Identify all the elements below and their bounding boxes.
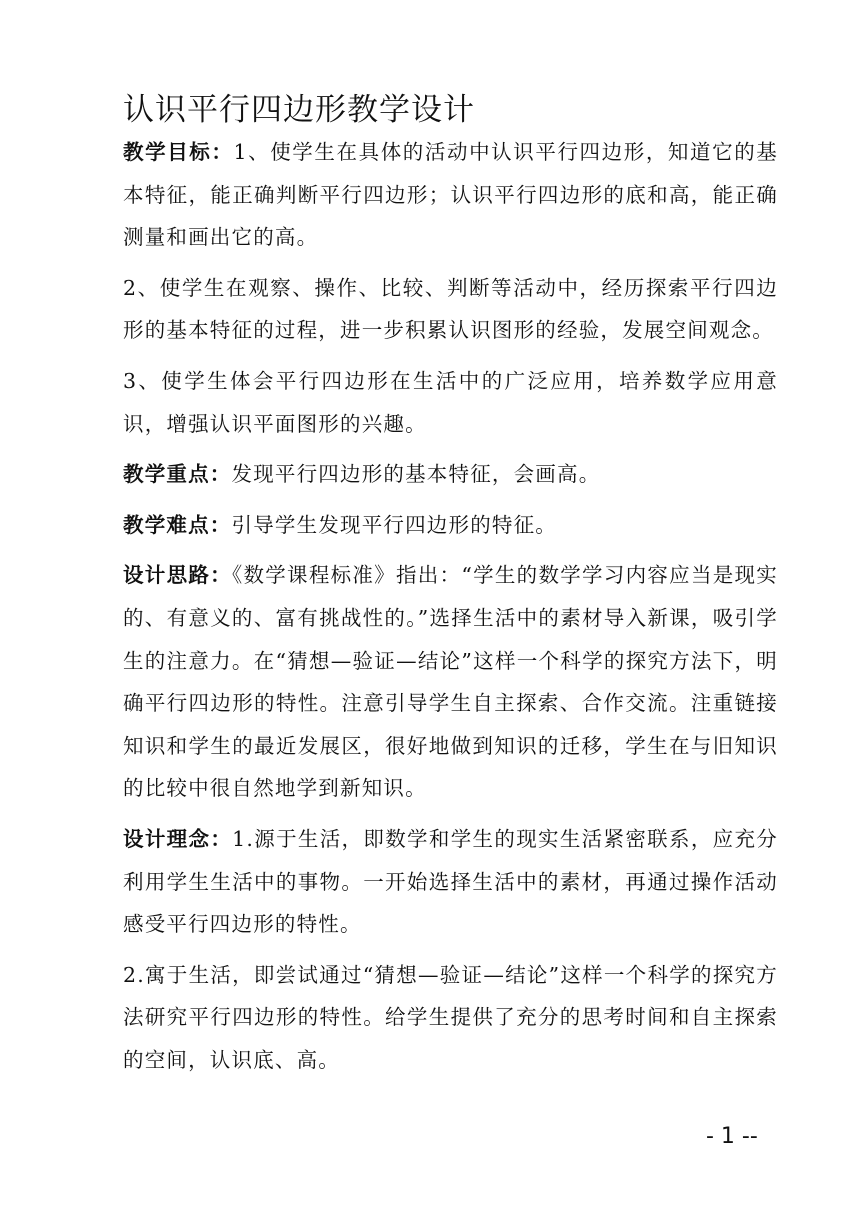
paragraph-label: 设计理念： bbox=[123, 826, 233, 851]
paragraph-label: 教学难点： bbox=[123, 512, 232, 537]
paragraph-difficult-points bbox=[123, 504, 778, 547]
paragraph-text: 1.源于生活，即数学和学生的现实生活紧密联系，应充分利用学生生活中的事物。一开始选择生活中的素材，再通过操作活动感受平行四边形的特性。 bbox=[123, 826, 779, 937]
paragraph-goal-2 bbox=[123, 267, 778, 352]
paragraph-key-points bbox=[123, 453, 778, 496]
paragraph-text: 1、使学生在具体的活动中认识平行四边形，知道它的基本特征，能正确判断平行四边形；认识平行四边形的底和高，能正确测量和画出它的高。 bbox=[123, 140, 779, 250]
paragraph-label: 教学重点： bbox=[123, 462, 232, 487]
document-body bbox=[123, 131, 778, 1089]
paragraph-teaching-goals bbox=[123, 131, 778, 259]
paragraph-text: 2.寓于生活，即尝试通过“猜想—验证—结论”这样一个科学的探究方法研究平行四边形的特性。给学生提供了充分的思考时间和自主探索的空间，认识底、高。 bbox=[123, 962, 778, 1072]
paragraph-text: 引导学生发现平行四边形的特征。 bbox=[231, 512, 557, 537]
paragraph-text: 3、使学生体会平行四边形在生活中的广泛应用，培养数学应用意识，增强认识平面图形的兴趣。 bbox=[123, 368, 778, 436]
paragraph-design-concept bbox=[123, 818, 778, 946]
paragraph-text: 发现平行四边形的基本特征，会画高。 bbox=[231, 462, 601, 487]
paragraph-label: 设计思路： bbox=[123, 563, 232, 588]
paragraph-text: 2、使学生在观察、操作、比较、判断等活动中，经历探索平行四边形的基本特征的过程，进一步积累认识图形的经验，发展空间观念。 bbox=[123, 275, 778, 343]
paragraph-design-idea bbox=[123, 554, 778, 810]
paragraph-text: 《数学课程标准》指出：“学生的数学学习内容应当是现实的、有意义的、富有挑战性的。”选择生活中的素材导入新课，吸引学生的注意力。在“猜想—验证—结论”这样一个科学的探究方法下，明确平行四边形的特性。注意引导学生自主探索、合作交流。注重链接知识和学生的最近发展区，很好地做到知识的迁移，学生在与旧知识的比较中很自然地学到新知识。 bbox=[123, 563, 779, 801]
document-title: 认识平行四边形教学设计 bbox=[123, 92, 475, 128]
paragraph-label: 教学目标： bbox=[123, 140, 234, 164]
paragraph-concept-2 bbox=[123, 954, 778, 1082]
page-number: - 1 -- bbox=[706, 1124, 758, 1149]
paragraph-goal-3 bbox=[123, 360, 778, 445]
